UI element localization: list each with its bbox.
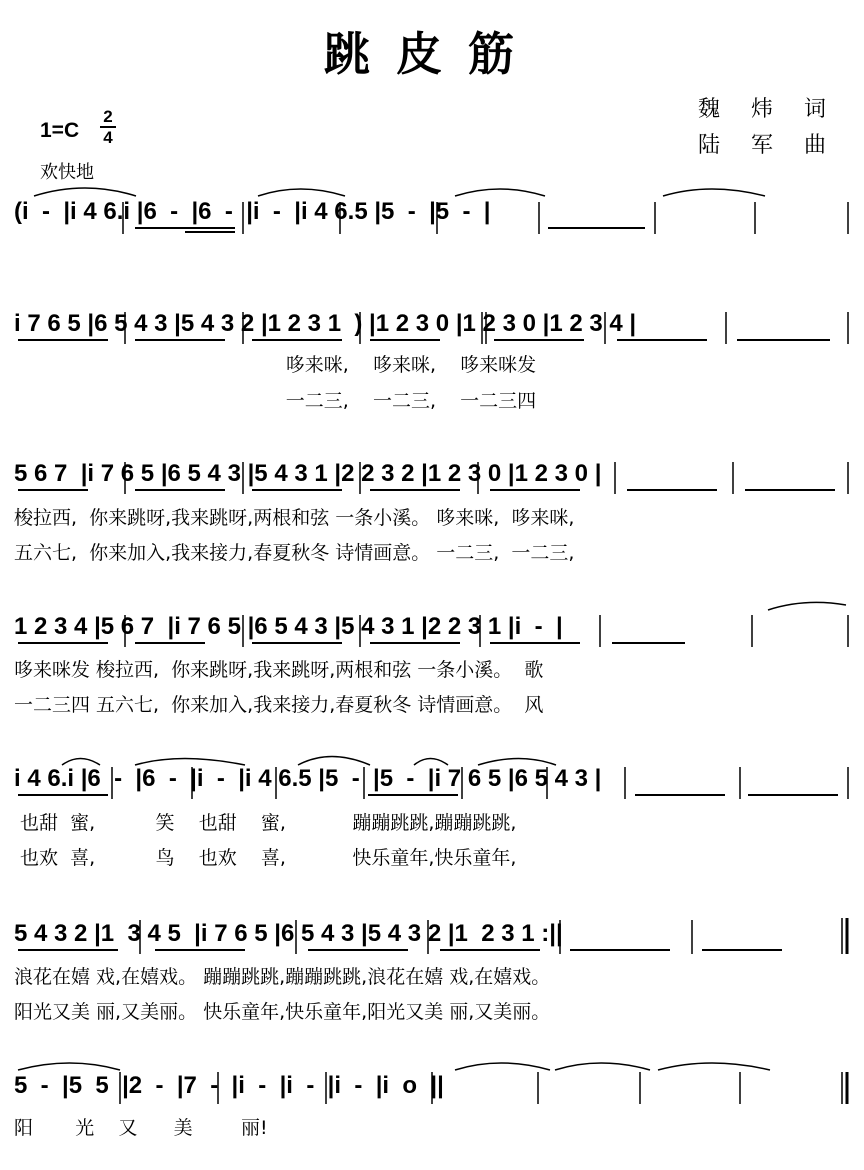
notation-line: 1 2 3 4 |5 6 7 |i 7 6 5 |6 5 4 3 |5 4 3 1 |2 2 3 1 |i - |	[14, 613, 563, 640]
staff-system-5	[14, 765, 850, 805]
lyric-line-verse2: 一二三四 五六七, 你来加入,我来接力,春夏秋冬 诗情画意。 风	[14, 694, 544, 716]
notation-line: 5 6 7 |i 7 6 5 |6 5 4 3 |5 4 3 1 |2 2 3 2 |1 2 3 0 |1 2 3 0 |	[14, 460, 602, 487]
notation-line: (i - |i 4 6.i |6 - |6 - |i - |i 4 6.5 |5 - |5 - |	[14, 198, 491, 225]
staff-system-4	[14, 613, 850, 653]
staff-system-2	[14, 310, 850, 350]
lyric-line-verse1: 浪花在嬉 戏,在嬉戏。 蹦蹦跳跳,蹦蹦跳跳,浪花在嬉 戏,在嬉戏。	[14, 966, 551, 988]
lyric-line-verse2: 一二三, 一二三, 一二三四	[14, 390, 537, 412]
lyricist-credit: 魏 炜 词	[698, 97, 838, 122]
time-signature-top: 2	[103, 107, 113, 126]
lyric-line-verse2: 也欢 喜, 鸟 也欢 喜, 快乐童年,快乐童年,	[14, 847, 517, 869]
lyric-line-verse1: 也甜 蜜, 笑 也甜 蜜, 蹦蹦跳跳,蹦蹦跳跳,	[14, 812, 517, 834]
notation-line: i 4 6.i |6 - |6 - |i - |i 4 6.5 |5 - |5 - |i 7 6 5 |6 5 4 3 |	[14, 765, 602, 792]
lyric-line-verse2: 五六七, 你来加入,我来接力,春夏秋冬 诗情画意。 一二三, 一二三,	[14, 542, 575, 564]
key-signature: 1=C	[40, 119, 80, 142]
staff-system-6	[14, 920, 850, 960]
lyric-line-verse1: 阳 光 又 美 丽!	[14, 1117, 268, 1139]
notation-line: 5 4 3 2 |1 3 4 5 |i 7 6 5 |6 5 4 3 |5 4 3 2 |1 2 3 1 :||	[14, 920, 563, 947]
lyric-line-verse2: 阳光又美 丽,又美丽。 快乐童年,快乐童年,阳光又美 丽,又美丽。	[14, 1001, 551, 1023]
tempo-marking: 欢快地	[40, 162, 94, 183]
song-title: 跳皮筋	[324, 27, 540, 81]
staff-system-3	[14, 460, 850, 500]
notation-line: 5 - |5 5 |2 - |7 - |i - |i - |i - |i o ||	[14, 1072, 444, 1099]
lyric-line-verse1: 哆来咪, 哆来咪, 哆来咪发	[14, 354, 537, 376]
time-signature-bottom: 4	[103, 128, 113, 147]
composer-credit: 陆 军 曲	[698, 133, 838, 158]
staff-system-7	[14, 1072, 850, 1112]
lyric-line-verse1: 梭拉西, 你来跳呀,我来跳呀,两根和弦 一条小溪。 哆来咪, 哆来咪,	[14, 507, 575, 529]
lyric-line-verse1: 哆来咪发 梭拉西, 你来跳呀,我来跳呀,两根和弦 一条小溪。 歌	[14, 659, 544, 681]
notation-line: i 7 6 5 |6 5 4 3 |5 4 3 2 |1 2 3 1 ) |1 2 3 0 |1 2 3 0 |1 2 3 4 |	[14, 310, 637, 337]
